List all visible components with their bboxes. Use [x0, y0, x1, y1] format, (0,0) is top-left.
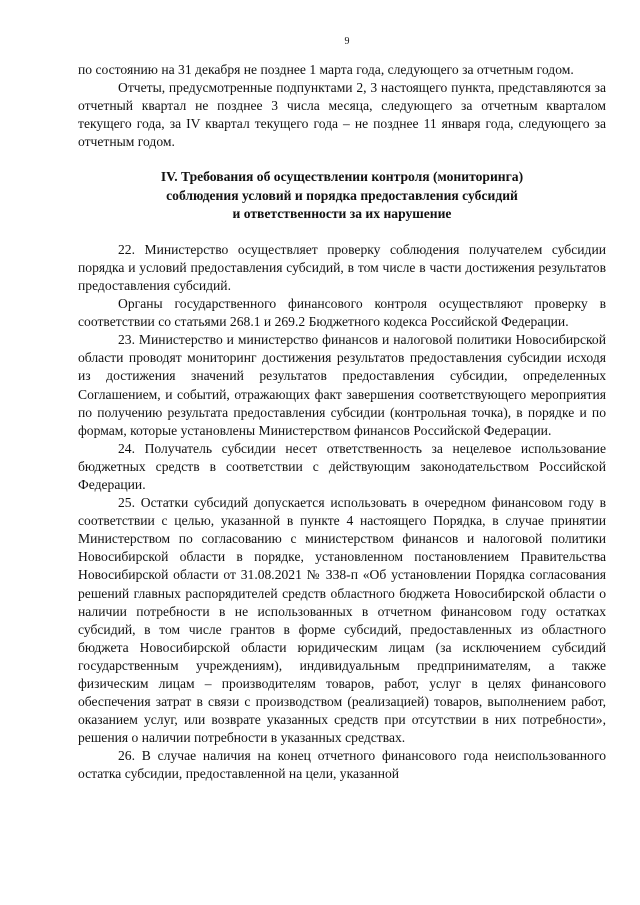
section-title-line-1: IV. Требования об осуществлении контроля (мониторинга) — [160, 169, 524, 185]
paragraph-26: 26. В случае наличия на конец отчетного финансового года неиспользованного остатка субсидии, предоставленной на цели, указанной — [78, 748, 606, 782]
paragraph-25: 25. Остатки субсидий допускается использовать в очередном финансовом году в соответствии с целью, указанной в пункте 4 настоящего Порядка, в случае принятии Министерством по согласованию с министерством финансов и налоговой политики Новосибирской области в порядке, установленном постановлением Правительства Новосибирской области от 31.08.2021 № 338-п «Об установлении Порядка согласования решений главных распорядителей средств областного бюджета Новосибирской области о наличии потребности в не использованных в отчетном финансовом году остатках субсидий, в том числе грантов в форме субсидий, предоставленных из областного бюджета Новосибирской области юридическим лицам (за исключением субсидий государственным учреждениям), индивидуальным предпринимателям, а также физическим лицам – производителям товаров, работ, услуг в целях финансового обеспечения затрат в связи с производством (реализацией) товаров, выполнением работ, оказанием услуг, или возврате указанных средств при отсутствии в них потребности», решения о наличии потребности в указанных средствах. — [78, 495, 606, 746]
section-title-line-2: соблюдения условий и порядка предоставления субсидий — [166, 187, 518, 203]
paragraph-reports: Отчеты, предусмотренные подпунктами 2, 3 настоящего пункта, представляются за отчетный квартал не позднее 3 числа месяца, следующего за отчетным кварталом текущего года, за IV квартал текущего года – не позднее 11 января года, следующего за отчетным годом. — [78, 80, 606, 150]
paragraph-23: 23. Министерство и министерство финансов и налоговой политики Новосибирской области проводят мониторинг достижения результатов предоставления субсидии исходя из достижения значений результатов предоставления субсидии, определенных Соглашением, и событий, отражающих факт завершения соответствующего мероприятия по получению результата предоставления субсидии (контрольная точка), в порядке и по формам, которые установлены Министерством финансов Российской Федерации. — [78, 332, 606, 438]
document-page — [78, 36, 606, 784]
paragraph-continuation: по состоянию на 31 декабря не позднее 1 марта года, следующего за отчетным годом. — [78, 62, 574, 77]
section-title — [78, 168, 606, 222]
paragraph-22: 22. Министерство осуществляет проверку соблюдения получателем субсидии порядка и условий предоставления субсидий, в том числе в части достижения результатов предоставления субсидий. — [78, 241, 606, 293]
paragraph-financial-control: Органы государственного финансового контроля осуществляют проверку в соответствии со статьями 268.1 и 269.2 Бюджетного кодекса Российской Федерации. — [78, 296, 606, 330]
paragraph-24: 24. Получатель субсидии несет ответственность за нецелевое использование бюджетных средств в соответствии с действующим законодательством Российской Федерации. — [78, 440, 606, 492]
page-number: 9 — [344, 36, 350, 47]
section-title-line-3: и ответственности за их нарушение — [232, 205, 452, 221]
